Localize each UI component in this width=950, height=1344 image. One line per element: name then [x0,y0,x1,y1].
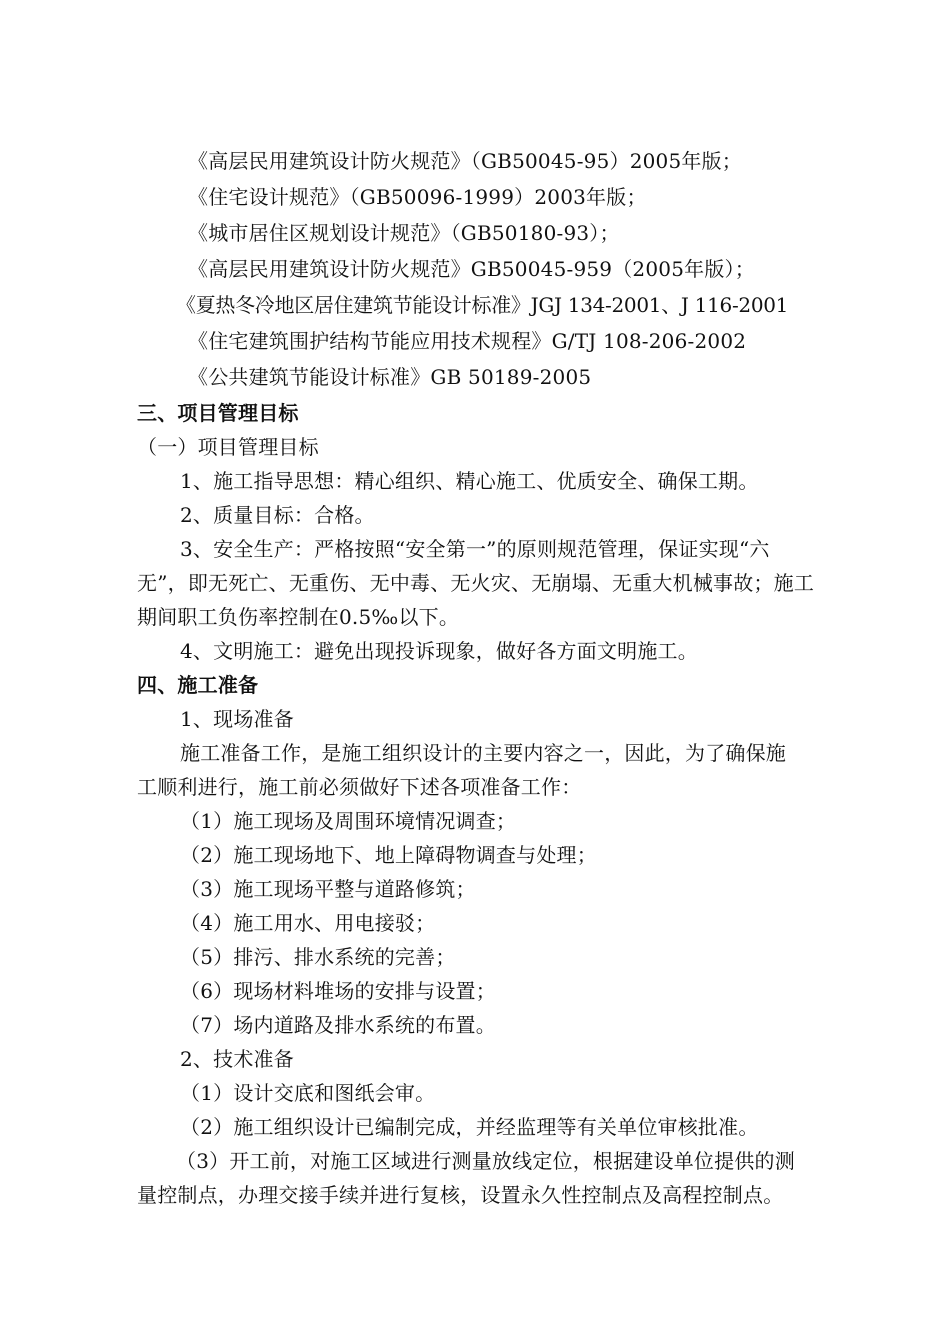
paragraph-line: 1、施工指导思想：精心组织、精心施工、优质安全、确保工期。 [180,469,759,493]
list-item: （6）现场材料堆场的安排与设置； [180,979,496,1003]
reference-line: 《高层民用建筑设计防火规范》（GB50045-95）2005年版； [188,149,743,173]
reference-line: 《城市居住区规划设计规范》（GB50180-93）； [188,221,620,245]
paragraph-line: 量控制点，办理交接手续并进行复核，设置永久性控制点及高程控制点。 [137,1183,784,1207]
paragraph-line: 无”，即无死亡、无重伤、无中毒、无火灾、无崩塌、无重大机械事故；施工 [137,571,815,595]
paragraph-line: （3）开工前，对施工区域进行测量放线定位，根据建设单位提供的测 [176,1149,795,1173]
list-item: （1）施工现场及周围环境情况调查； [180,809,517,833]
list-item: （7）场内道路及排水系统的布置。 [180,1013,496,1037]
list-item: （4）施工用水、用电接驳； [180,911,436,935]
sub-heading: 2、技术准备 [180,1047,294,1071]
reference-line: 《夏热冬冷地区居住建筑节能设计标准》JGJ 134-2001、J 116-2001 [176,293,789,317]
paragraph-line: 施工准备工作，是施工组织设计的主要内容之一，因此，为了确保施 [180,741,786,765]
reference-line: 《高层民用建筑设计防火规范》GB50045-959（2005年版）； [188,257,755,281]
reference-line: 《住宅设计规范》（GB50096-1999）2003年版； [188,185,647,209]
sub-heading: 1、现场准备 [180,707,294,731]
paragraph-line: 期间职工负伤率控制在0.5‰以下。 [137,605,460,629]
section-heading: 三、项目管理目标 [137,401,299,425]
list-item: （1）设计交底和图纸会审。 [180,1081,436,1105]
section-heading: 四、施工准备 [137,673,259,697]
sub-heading: （一）项目管理目标 [137,435,319,459]
list-item: （5）排污、排水系统的完善； [180,945,456,969]
list-item: （3）施工现场平整与道路修筑； [180,877,476,901]
paragraph-line: 2、质量目标：合格。 [180,503,375,527]
reference-line: 《住宅建筑围护结构节能应用技术规程》G/TJ 108-206-2002 [188,329,747,353]
list-item: （2）施工现场地下、地上障碍物调查与处理； [180,843,597,867]
paragraph-line: 3、安全生产：严格按照“安全第一”的原则规范管理，保证实现“六 [180,537,770,561]
list-item: （2）施工组织设计已编制完成，并经监理等有关单位审核批准。 [180,1115,759,1139]
paragraph-line: 工顺利进行，施工前必须做好下述各项准备工作： [137,775,582,799]
reference-line: 《公共建筑节能设计标准》GB 50189-2005 [188,365,592,389]
paragraph-line: 4、文明施工：避免出现投诉现象，做好各方面文明施工。 [180,639,698,663]
